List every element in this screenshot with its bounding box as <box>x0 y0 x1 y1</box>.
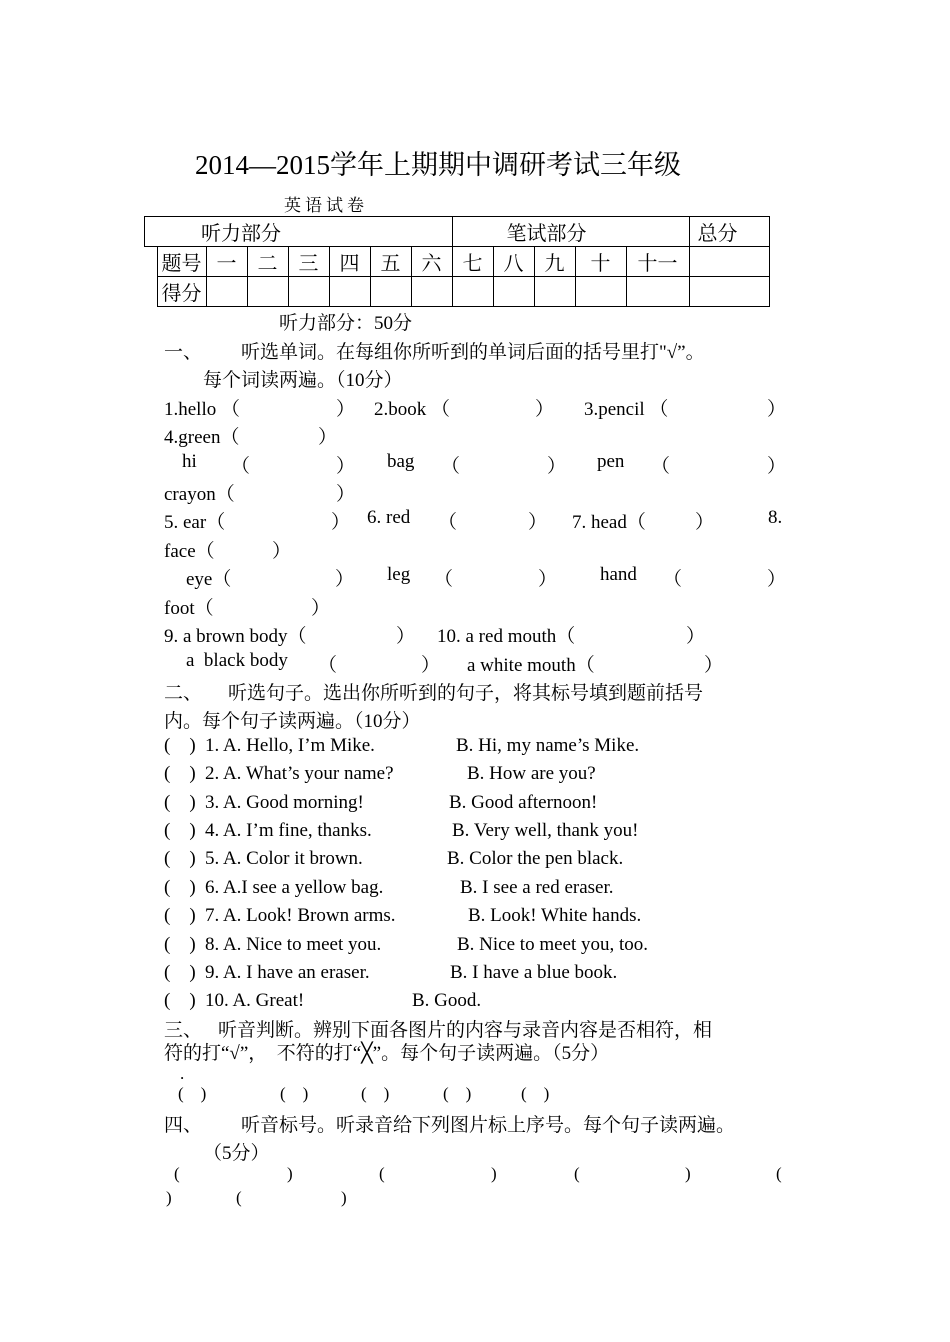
row-label-question: 题号 <box>157 247 206 277</box>
word-item: eye（ <box>186 569 232 590</box>
word-item: 10. a red mouth（ <box>437 626 576 647</box>
option-b: B. Hi, my name’s Mike. <box>456 735 640 756</box>
word-item: 3.pencil （ <box>584 399 669 420</box>
word-bracket: ） <box>535 399 555 420</box>
question-number: 五 <box>370 247 411 277</box>
option-a: 9. A. I have an eraser. <box>205 962 370 983</box>
question-number: 六 <box>411 247 452 277</box>
answer-bracket: ( ) <box>164 820 196 841</box>
table-indent-cell <box>145 247 158 277</box>
score-cell <box>206 277 247 307</box>
word-item: 1.hello （ <box>164 399 240 420</box>
question-number: 二 <box>247 247 288 277</box>
section3-heading-line2: 符的打“√”， 不符的打“╳”。每个句子读两遍。（5分） <box>164 1043 610 1064</box>
word-item: hand <box>600 564 637 585</box>
order-bracket: ) <box>685 1164 691 1183</box>
score-cell <box>493 277 534 307</box>
section1-heading: 听选单词。在每组你所听到的单词后面的括号里打"√”。 <box>241 342 705 363</box>
answer-bracket: ( ) <box>164 877 196 898</box>
answer-bracket: ( ) <box>164 962 196 983</box>
question-number: 一 <box>206 247 247 277</box>
word-bracket: ） <box>335 569 355 590</box>
word-item: 2.book （ <box>374 399 451 420</box>
option-b: B. Nice to meet you, too. <box>457 934 649 955</box>
question-number: 四 <box>329 247 370 277</box>
word-bracket: ） <box>686 626 706 647</box>
picture-bracket: ( ) <box>280 1084 309 1103</box>
score-cell <box>534 277 575 307</box>
section4-heading: 听音标号。听录音给下列图片标上序号。每个句子读两遍。 <box>241 1115 736 1136</box>
order-bracket: ) <box>166 1188 172 1207</box>
word-bracket: （ <box>318 655 338 676</box>
word-bracket: ） <box>311 598 331 619</box>
total-score-cell <box>689 247 770 277</box>
page-title: 2014—2015学年上期期中调研考试三年级 <box>195 150 681 180</box>
answer-bracket: ( ) <box>164 990 196 1011</box>
score-cell <box>247 277 288 307</box>
word-bracket: ） <box>318 427 338 448</box>
question-number: 八 <box>493 247 534 277</box>
section2-heading: 听选句子。选出你所听到的句子，将其标号填到题前括号 <box>228 683 704 704</box>
word-item: bag <box>387 451 415 472</box>
written-header: 笔试部分 <box>452 217 689 247</box>
page-subtitle: 英语试卷 <box>284 196 368 215</box>
section1-heading-line2: 每个词读两遍。（10分） <box>203 370 403 391</box>
listening-header: 听力部分 <box>145 217 453 247</box>
option-b: B. I have a blue book. <box>450 962 618 983</box>
order-bracket: ( <box>174 1164 180 1183</box>
word-bracket: ） <box>528 512 548 533</box>
option-a: 2. A. What’s your name? <box>205 763 394 784</box>
option-a: 10. A. Great! <box>205 990 305 1011</box>
word-bracket: （ <box>438 512 458 533</box>
option-a: 7. A. Look! Brown arms. <box>205 905 396 926</box>
option-a: 1. A. Hello, I’m Mike. <box>205 735 375 756</box>
word-bracket: ） <box>421 655 441 676</box>
word-item: 6. red <box>367 507 411 528</box>
word-bracket: ） <box>767 399 787 420</box>
word-bracket: （ <box>441 456 461 477</box>
order-bracket: ( <box>776 1164 782 1183</box>
word-item: 9. a brown body（ <box>164 626 307 647</box>
question-number-row <box>145 247 770 277</box>
answer-bracket: ( ) <box>164 905 196 926</box>
answer-bracket: ( ) <box>164 848 196 869</box>
word-item: hi <box>182 451 197 472</box>
option-b: B. Color the pen black. <box>447 848 624 869</box>
word-item: 8. <box>768 507 783 528</box>
listening-total: 听力部分：50分 <box>279 313 413 334</box>
row-label-score: 得分 <box>157 277 206 307</box>
score-cell <box>411 277 452 307</box>
word-bracket: ） <box>704 655 724 676</box>
word-item: leg <box>387 564 411 585</box>
score-cell <box>689 277 770 307</box>
score-cell <box>452 277 493 307</box>
word-item: a white mouth（ <box>467 655 595 676</box>
question-number: 三 <box>288 247 329 277</box>
word-bracket: ） <box>767 569 787 590</box>
word-bracket: ） <box>396 626 416 647</box>
word-bracket: （ <box>651 456 671 477</box>
word-bracket: （ <box>434 569 454 590</box>
word-bracket: ） <box>547 456 567 477</box>
section2-number: 二、 <box>164 683 203 704</box>
word-bracket: ） <box>336 399 356 420</box>
option-a: 4. A. I’m fine, thanks. <box>205 820 372 841</box>
answer-bracket: ( ) <box>164 792 196 813</box>
section3-heading: 听音判断。辨别下面各图片的内容与录音内容是否相符，相 <box>218 1020 713 1041</box>
picture-bracket: ( ) <box>521 1084 550 1103</box>
picture-bracket: ( ) <box>178 1084 207 1103</box>
word-bracket: ） <box>336 484 356 505</box>
score-table <box>144 216 770 307</box>
word-item: crayon（ <box>164 484 235 505</box>
score-cell <box>329 277 370 307</box>
option-b: B. Good. <box>412 990 482 1011</box>
section1-number: 一、 <box>164 342 203 363</box>
word-bracket: ） <box>331 512 351 533</box>
word-item: pen <box>597 451 625 472</box>
answer-bracket: ( ) <box>164 763 196 784</box>
word-bracket: ） <box>695 512 715 533</box>
section4-number: 四、 <box>164 1115 203 1136</box>
question-number: 十 <box>575 247 626 277</box>
order-bracket: ( <box>236 1188 242 1207</box>
question-number: 十一 <box>626 247 689 277</box>
option-b: B. Look! White hands. <box>468 905 642 926</box>
word-item: 5. ear（ <box>164 512 226 533</box>
word-bracket: ） <box>767 456 787 477</box>
word-item: 4.green（ <box>164 427 240 448</box>
picture-bracket: ( ) <box>443 1084 472 1103</box>
score-row <box>145 277 770 307</box>
order-bracket: ( <box>379 1164 385 1183</box>
table-indent-cell <box>145 277 158 307</box>
word-bracket: （ <box>231 456 251 477</box>
option-a: 5. A. Color it brown. <box>205 848 363 869</box>
question-number: 九 <box>534 247 575 277</box>
option-a: 8. A. Nice to meet you. <box>205 934 382 955</box>
word-item: face（ <box>164 541 215 562</box>
score-cell <box>370 277 411 307</box>
section2-heading-line2: 内。每个句子读两遍。（10分） <box>164 711 421 732</box>
option-a: 3. A. Good morning! <box>205 792 364 813</box>
question-number: 七 <box>452 247 493 277</box>
word-bracket: ） <box>336 456 356 477</box>
word-bracket: ） <box>272 541 292 562</box>
order-bracket: ) <box>287 1164 293 1183</box>
order-bracket: ) <box>341 1188 347 1207</box>
word-bracket: （ <box>663 569 683 590</box>
section4-heading-line2: （5分） <box>203 1143 270 1164</box>
word-item: foot（ <box>164 598 214 619</box>
word-item: a black body <box>186 650 288 671</box>
picture-bracket: ( ) <box>361 1084 390 1103</box>
score-cell <box>288 277 329 307</box>
option-b: B. Very well, thank you! <box>452 820 639 841</box>
score-cell <box>626 277 689 307</box>
section3-number: 三、 <box>164 1020 203 1041</box>
score-cell <box>575 277 626 307</box>
option-b: B. How are you? <box>467 763 596 784</box>
total-header: 总分 <box>689 217 770 247</box>
option-a: 6. A.I see a yellow bag. <box>205 877 384 898</box>
word-bracket: ） <box>538 569 558 590</box>
option-b: B. Good afternoon! <box>449 792 598 813</box>
answer-bracket: ( ) <box>164 934 196 955</box>
option-b: B. I see a red eraser. <box>460 877 614 898</box>
answer-bracket: ( ) <box>164 735 196 756</box>
score-table-header-row <box>145 217 770 247</box>
order-bracket: ( <box>574 1164 580 1183</box>
order-bracket: ) <box>491 1164 497 1183</box>
word-item: 7. head（ <box>572 512 646 533</box>
section3-dot: . <box>180 1064 185 1083</box>
